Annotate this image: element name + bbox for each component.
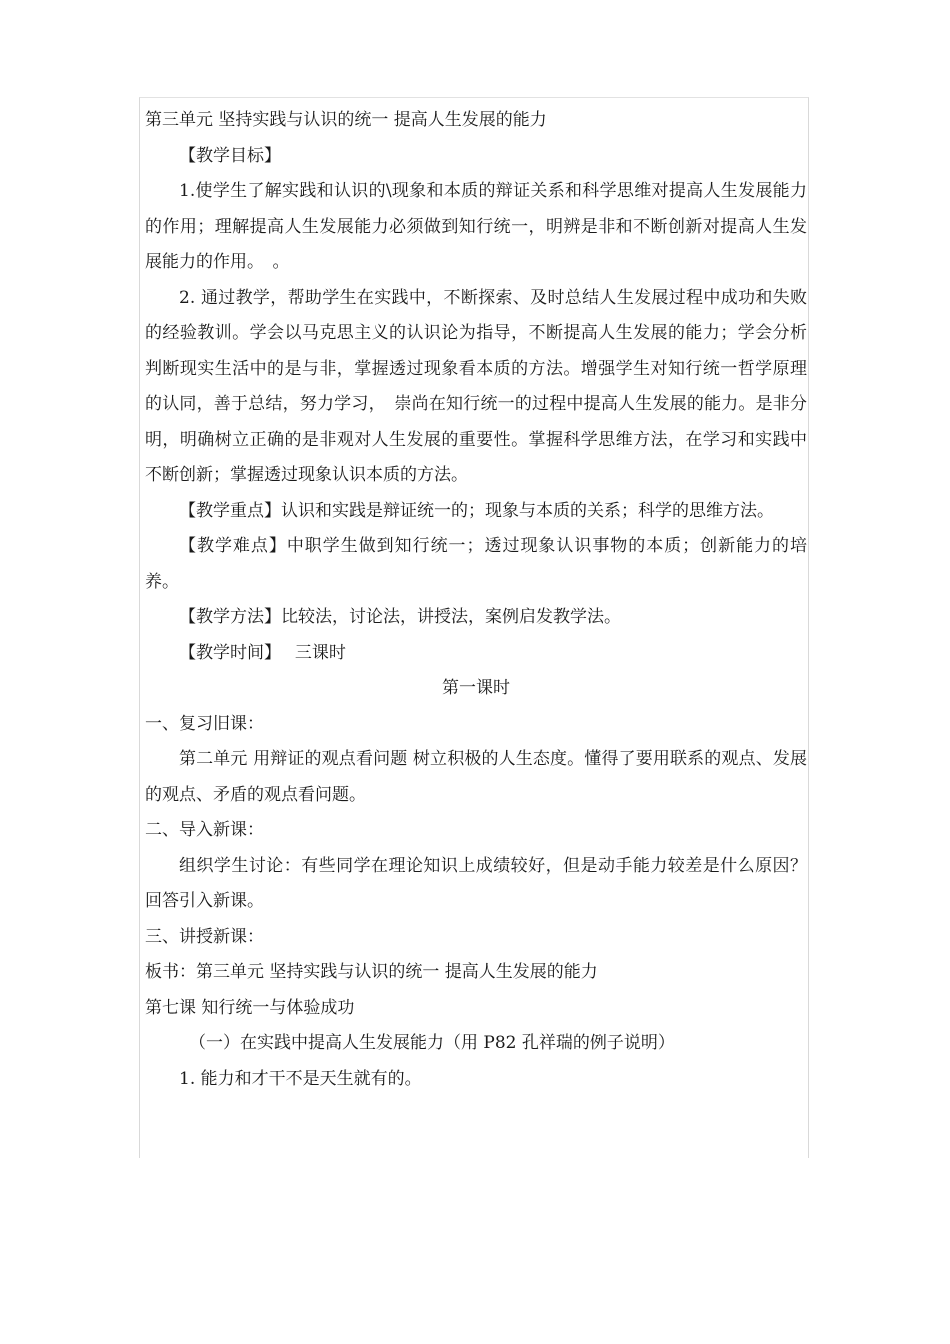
teach-heading: 三、讲授新课： (145, 926, 264, 947)
goals-heading: 【教学目标】 (179, 145, 281, 166)
unit-title: 第三单元 坚持实践与认识的统一 提高人生发展的能力 (145, 110, 547, 130)
key-points: 【教学重点】认识和实践是辩证统一的；现象与本质的关系；科学的思维方法。 (179, 500, 774, 521)
point-one: 1. 能力和才干不是天生就有的。 (179, 1068, 422, 1089)
intro-heading: 二、导入新课： (145, 820, 264, 840)
document-body (145, 103, 807, 1097)
goal-1: 1.使学生了解实践和认识的\现象和本质的辩证关系和科学思维对提高人生发展能力的作用；理解提高人生发展能力必须做到知行统一，明辨是非和不断创新对提高人生发展能力的作用。 。 (145, 181, 807, 272)
methods: 【教学方法】比较法，讨论法，讲授法，案例启发教学法。 (179, 607, 621, 627)
review-text: 第二单元 用辩证的观点看问题 树立积极的人生态度。懂得了要用联系的观点、发展的观点、矛盾的观点看问题。 (145, 749, 807, 805)
board-title: 板书：第三单元 坚持实践与认识的统一 提高人生发展的能力 (145, 962, 598, 982)
review-heading: 一、复习旧课： (145, 713, 264, 734)
difficulties: 【教学难点】中职学生做到知行统一；透过现象认识事物的本质；创新能力的培养。 (145, 536, 807, 592)
time: 【教学时间】 三课时 (179, 642, 346, 663)
section-one: （一）在实践中提高人生发展能力（用 P82 孔祥瑞的例子说明） (189, 1033, 675, 1053)
goal-2: 2. 通过教学，帮助学生在实践中，不断探索、及时总结人生发展过程中成功和失败的经验教训。学会以马克思主义的认识论为指导，不断提高人生发展的能力；学会分析判断现实生活中的是与非，掌握透过现象看本质的方法。增强学生对知行统一哲学原理的认同，善于总结，努力学习， 崇尚在知行统一的过程中提高人生发展的能力。是非分明，明确树立正确的是非观对人生发展的重要性。掌握科学思维方法，在学习和实践中不断创新；掌握透过现象认识本质的方法。 (145, 287, 807, 485)
lesson-heading: 第一课时 (442, 678, 510, 698)
lesson-seven: 第七课 知行统一与体验成功 (145, 997, 355, 1018)
intro-text: 组织学生讨论：有些同学在理论知识上成绩较好，但是动手能力较差是什么原因？回答引入新课。 (145, 855, 807, 911)
